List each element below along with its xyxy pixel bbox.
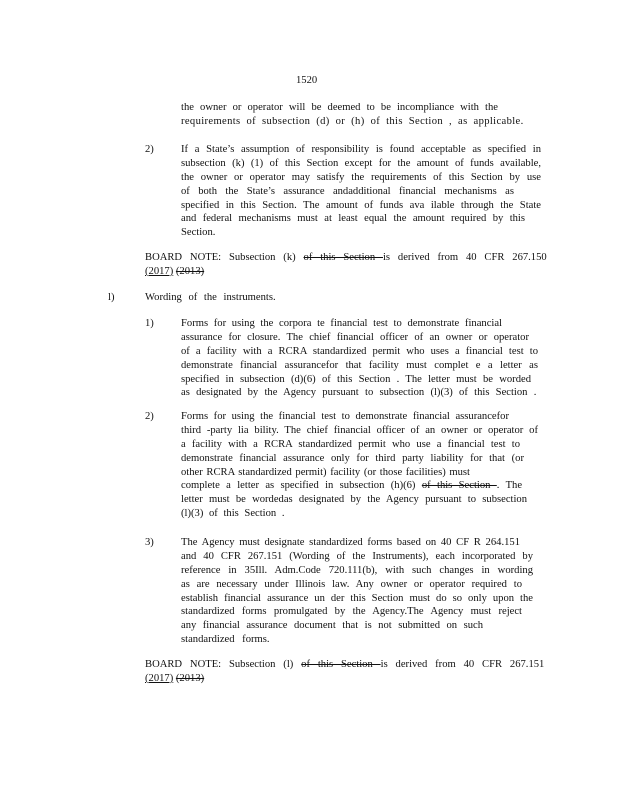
text-line: specified in this Section. The amount of funds ava ilable through the State — [181, 199, 541, 211]
board-note-year-line — [145, 672, 527, 686]
continuation-paragraph — [181, 101, 524, 129]
line-suffix: . The — [496, 480, 523, 492]
board-note-k — [145, 251, 547, 279]
section-label: l) — [108, 292, 115, 303]
text-line: specified in subsection (d)(6) of this Section . The letter must be worded — [181, 373, 531, 385]
inserted-year: (2017) — [145, 672, 174, 684]
item-label: 2) — [145, 144, 154, 155]
paragraph-l3 — [181, 536, 533, 647]
struck-text: of this Section — [421, 480, 497, 492]
board-note-line — [145, 658, 545, 672]
inserted-year: (2017) — [145, 265, 174, 277]
item-label: 2) — [145, 411, 154, 422]
text-line: Forms for using the corpora te financial test to demonstrate financial — [181, 318, 502, 329]
text-line-with-strike — [181, 479, 538, 493]
board-note-year-line — [145, 265, 527, 279]
board-note-prefix: BOARD NOTE: Subsection (l) — [145, 659, 294, 670]
text-line: third -party lia bility. The chief financial officer of an owner or operator of — [181, 424, 538, 436]
text-line: reference in 35Ill. Adm.Code 720.111(b), with such changes in wording — [181, 564, 533, 576]
text-line: any financial assurance document that is not submitted on such — [181, 620, 483, 632]
paragraph-l1 — [181, 317, 538, 400]
text-line: subsection (k) (1) of this Section except for the amount of funds available, — [181, 157, 541, 169]
text-line: of both the State’s assurance andadditional financial mechanisms as — [181, 185, 514, 197]
board-note-prefix: BOARD NOTE: Subsection (k) — [145, 252, 296, 263]
struck-text: of this Section — [301, 659, 381, 670]
text-line: of a facility with a RCRA standardized permit who uses a financial test to — [181, 345, 538, 357]
text-line: standardized forms promulgated by the Agency.The Agency must reject — [181, 606, 522, 618]
text-line: demonstrate financial assurancefor that facility must complet e a letter as — [181, 359, 538, 371]
text-line: and federal mechanisms must at least equal the amount required by this — [181, 213, 525, 225]
board-note-middle: is derived from 40 CFR 267.150 — [382, 252, 547, 263]
item-label: 1) — [145, 318, 154, 329]
board-note-line — [145, 251, 547, 265]
text-line: (l)(3) of this Section . — [181, 508, 285, 520]
text-line: other RCRA standardized permit) facility (or those facilities) must — [181, 466, 470, 478]
text-line: the owner or operator may satisfy the requirements of this Section by use — [181, 171, 541, 183]
item-label: 3) — [145, 537, 154, 548]
line-prefix: complete a letter as specified in subsection (h)(6) — [181, 480, 416, 492]
text-line: The Agency must designate standardized forms based on 40 CF R 264.151 — [181, 537, 520, 548]
text-line: If a State’s assumption of responsibility is found acceptable as specified in — [181, 144, 541, 155]
paragraph-l2 — [181, 410, 538, 521]
text-line: establish financial assurance un der this Section must do so only upon the — [181, 592, 533, 604]
text-line: as designated by the Agency pursuant to subsection (l)(3) of this Section . — [181, 387, 537, 399]
text-line: the owner or operator will be deemed to be incompliance with the — [181, 102, 498, 113]
page-number: 1520 — [296, 75, 318, 86]
struck-text: of this Section — [303, 252, 383, 263]
text-line: letter must be wordedas designated by the Agency pursuant to subsection — [181, 494, 527, 506]
text-line: assurance for closure. The chief financial officer of an owner or operator — [181, 331, 529, 343]
text-line: and 40 CFR 267.151 (Wording of the Instruments), each incorporated by — [181, 550, 533, 562]
text-line: demonstrate financial assurance only for third party liability for that (or — [181, 452, 524, 464]
text-line: as are necessary under Illinois law. Any owner or operator required to — [181, 578, 522, 590]
text-line: Section. — [181, 227, 216, 239]
text-line: standardized forms. — [181, 634, 270, 646]
text-line: requirements of subsection (d) or (h) of this Section , as applicable. — [181, 115, 524, 127]
text-line: Forms for using the financial test to demonstrate financial assurancefor — [181, 411, 509, 422]
struck-year: (2013) — [175, 265, 205, 277]
section-heading: Wording of the instruments. — [145, 292, 276, 303]
struck-year: (2013) — [175, 672, 205, 684]
board-note-l — [145, 658, 545, 686]
text-line: a facility with a RCRA standardized permit who use a financial test to — [181, 438, 520, 450]
paragraph-k2 — [181, 143, 541, 240]
board-note-middle: is derived from 40 CFR 267.151 — [380, 659, 545, 670]
